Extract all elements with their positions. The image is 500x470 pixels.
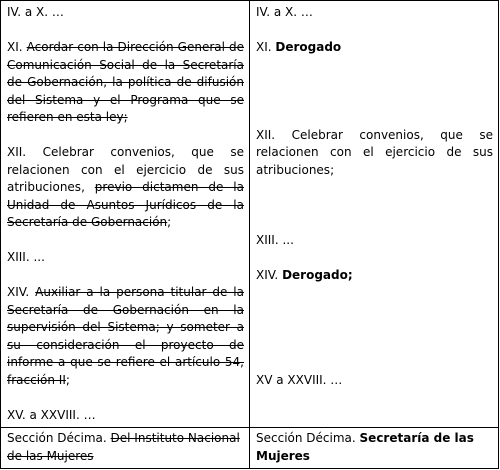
item-xiii: XIII. ...	[7, 250, 45, 264]
item-xv-xxviii: XV a XXVIII. …	[256, 372, 343, 387]
item-xi	[256, 39, 493, 57]
item-xi-new-text: Derogado	[275, 40, 342, 54]
item-xii-deleted-text: previo dictamen de la Unidad de Asuntos Jurídicos de la Secretaría de Gobernación	[7, 180, 244, 229]
item-xiv	[7, 284, 244, 389]
item-xi-number: XI.	[7, 40, 27, 54]
table-row	[1, 428, 499, 469]
current-section-heading	[1, 428, 250, 469]
item-xi	[7, 39, 244, 127]
item-xv-xxviii: XV. a XXVIII. …	[7, 407, 96, 422]
section-heading-new-text: Secretaría de las Mujeres	[256, 431, 474, 463]
item-xiv	[256, 267, 493, 285]
reform-section-heading	[250, 428, 499, 469]
item-xiv-number: XIV.	[256, 267, 283, 282]
current-text-cell	[1, 1, 250, 428]
item-xiv-new-text: Derogado;	[282, 267, 353, 282]
item-xiv-deleted-text: Auxiliar a la persona titular de la Secretaría de Gobernación en la supervisión del Sistema; y someter a su consideración el proyecto de informe a que se refiere el artículo 54, fracción II	[7, 285, 244, 387]
item-xiii: XIII. ...	[256, 232, 294, 247]
item-xiv-number: XIV.	[7, 285, 36, 299]
item-xi-number: XI.	[256, 40, 276, 54]
table-row	[1, 1, 499, 428]
section-heading-deleted-text: Del Instituto Nacional de las Mujeres	[7, 431, 240, 463]
item-iv-x: IV. a X. …	[256, 5, 313, 19]
item-xiv-suffix: ;	[65, 372, 70, 387]
section-heading-prefix: Sección Décima.	[7, 431, 111, 445]
item-xii-text: XII. Celebrar convenios, que se relacionen con el ejercicio de sus atribuciones,	[7, 145, 244, 194]
item-iv-x: IV. a X. …	[7, 5, 64, 19]
item-xi-deleted-text: Acordar con la Dirección General de Comunicación Social de la Secretaría de Gobernación, la política de difusión del Sistema y el Programa que se refieren en esta ley;	[7, 40, 245, 124]
reform-text-cell	[250, 1, 499, 428]
item-xii: XII. Celebrar convenios, que se relacionen con el ejercicio de sus atribuciones;	[256, 127, 493, 177]
item-xii-suffix: ;	[167, 215, 172, 229]
section-heading-prefix: Sección Décima.	[256, 431, 360, 445]
item-xii	[7, 144, 244, 232]
